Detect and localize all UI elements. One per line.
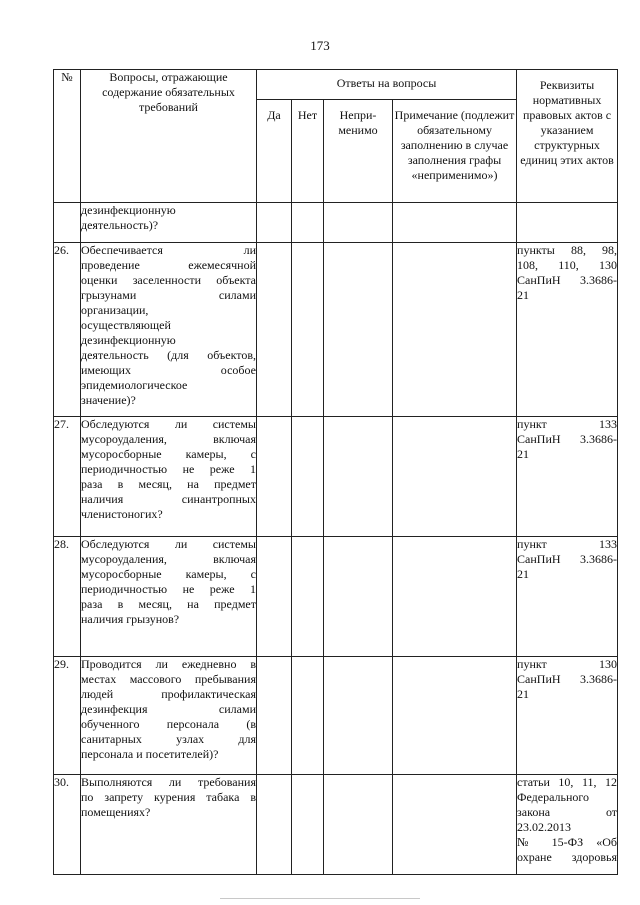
requisite-line: 21 xyxy=(517,447,530,461)
requisite-line: пункт 130 xyxy=(517,657,618,671)
table-row xyxy=(54,417,618,537)
question-line: Обследуются ли системы xyxy=(81,417,256,431)
requisite-line: Федерального xyxy=(517,790,590,804)
question-line: мусоросборные камеры, с xyxy=(81,567,256,581)
question-line: значение)? xyxy=(81,393,136,407)
question-line: проведение ежемесячной xyxy=(81,258,256,272)
page-number: 173 xyxy=(310,38,330,53)
requisite-line: закона от xyxy=(517,805,618,819)
question-line: Проводится ли ежедневно в xyxy=(81,657,256,671)
answer-na-cell xyxy=(324,417,393,537)
answer-no-cell xyxy=(292,537,324,657)
header-note: Примечание (подлежит обязательному заполнению в случае заполнения графы «неприменимо») xyxy=(393,100,517,203)
question-line: деятельность (для объектов, xyxy=(81,348,256,362)
answer-yes-cell xyxy=(257,775,292,875)
requisite-line: пункты 88, 98, xyxy=(517,243,618,257)
requisite-line: СанПиН 3.3686- xyxy=(517,273,618,287)
answer-na-cell xyxy=(324,537,393,657)
requisite-line: 23.02.2013 xyxy=(517,820,572,834)
table-row xyxy=(54,243,618,417)
question-line: периодичностью не реже 1 xyxy=(81,462,256,476)
requisite-line: 21 xyxy=(517,567,530,581)
table-row xyxy=(54,657,618,775)
question-line: дезинфекционную xyxy=(81,203,176,217)
row-requisites xyxy=(517,417,618,537)
question-line: Выполняются ли требования xyxy=(81,775,256,789)
question-line: раза в месяц, на предмет xyxy=(81,597,256,611)
requisite-line: СанПиН 3.3686- xyxy=(517,672,618,686)
checklist-table xyxy=(53,69,618,875)
question-line: дезинфекция силами xyxy=(81,702,256,716)
question-line: оценки заселенности объекта xyxy=(81,273,256,287)
answer-no-cell xyxy=(292,243,324,417)
requisite-line: 108, 110, 130 xyxy=(517,258,618,272)
row-question xyxy=(81,657,257,775)
question-line: санитарных узлах для xyxy=(81,732,256,746)
question-line: Обследуются ли системы xyxy=(81,537,256,551)
question-line: организации, xyxy=(81,303,149,317)
question-line: дезинфекционную xyxy=(81,333,176,347)
table-row xyxy=(54,775,618,875)
row-question xyxy=(81,417,257,537)
question-line: наличия грызунов? xyxy=(81,612,180,626)
question-line: осуществляющей xyxy=(81,318,171,332)
question-line: обученного персонала (в xyxy=(81,717,256,731)
row-question xyxy=(81,243,257,417)
question-line: раза в месяц, на предмет xyxy=(81,477,256,491)
row-question xyxy=(81,537,257,657)
row-requisites xyxy=(517,775,618,875)
answer-note-cell xyxy=(393,775,517,875)
answer-na-cell xyxy=(324,243,393,417)
question-line: наличия синантропных xyxy=(81,492,256,506)
requisite-line: 21 xyxy=(517,288,530,302)
requisite-line: СанПиН 3.3686- xyxy=(517,432,618,446)
header-yes: Да xyxy=(257,100,292,203)
answer-note-cell xyxy=(393,203,517,243)
requisite-line: пункт 133 xyxy=(517,537,618,551)
row-question xyxy=(81,203,257,243)
row-number: 30. xyxy=(54,775,81,875)
question-line: мусороудаления, включая xyxy=(81,552,256,566)
question-line: грызунами силами xyxy=(81,288,256,302)
question-line: персонала и посетителей)? xyxy=(81,747,219,761)
row-number: 26. xyxy=(54,243,81,417)
answer-no-cell xyxy=(292,417,324,537)
answer-yes-cell xyxy=(257,417,292,537)
question-line: эпидемиологическое xyxy=(81,378,188,392)
row-number: 27. xyxy=(54,417,81,537)
header-requisites: Реквизиты нормативных правовых актов с указанием структурных единиц этих актов xyxy=(517,70,618,203)
header-not-applicable: Непри- менимо xyxy=(324,100,393,203)
answer-no-cell xyxy=(292,203,324,243)
header-no: Нет xyxy=(292,100,324,203)
question-line: членистоногих? xyxy=(81,507,163,521)
answer-no-cell xyxy=(292,775,324,875)
row-requisites xyxy=(517,657,618,775)
answer-note-cell xyxy=(393,657,517,775)
answer-yes-cell xyxy=(257,537,292,657)
requisite-line: СанПиН 3.3686- xyxy=(517,552,618,566)
answer-yes-cell xyxy=(257,243,292,417)
question-line: имеющих особое xyxy=(81,363,256,377)
requisite-line: № 15-ФЗ «Об xyxy=(517,835,618,849)
answer-na-cell xyxy=(324,657,393,775)
header-questions: Вопросы, отражающие содержание обязательных требований xyxy=(81,70,257,203)
answer-note-cell xyxy=(393,417,517,537)
page-bottom-rule xyxy=(220,898,420,899)
header-answers: Ответы на вопросы xyxy=(257,70,517,100)
row-requisites xyxy=(517,537,618,657)
answer-note-cell xyxy=(393,243,517,417)
question-line: периодичностью не реже 1 xyxy=(81,582,256,596)
row-number: 29. xyxy=(54,657,81,775)
requisite-line: статьи 10, 11, 12 xyxy=(517,775,618,789)
answer-na-cell xyxy=(324,775,393,875)
answer-yes-cell xyxy=(257,203,292,243)
question-line: местах массового пребывания xyxy=(81,672,256,686)
answer-yes-cell xyxy=(257,657,292,775)
requisite-line: охране здоровья xyxy=(517,850,618,864)
row-number xyxy=(54,203,81,243)
row-requisites xyxy=(517,243,618,417)
question-line: людей профилактическая xyxy=(81,687,256,701)
table-row xyxy=(54,537,618,657)
requisite-line: пункт 133 xyxy=(517,417,618,431)
row-requisites xyxy=(517,203,618,243)
row-number: 28. xyxy=(54,537,81,657)
question-line: Обеспечивается ли xyxy=(81,243,256,257)
question-line: мусороудаления, включая xyxy=(81,432,256,446)
answer-note-cell xyxy=(393,537,517,657)
question-line: деятельность)? xyxy=(81,218,159,232)
header-number: № xyxy=(54,70,81,203)
question-line: по запрету курения табака в xyxy=(81,790,256,804)
question-line: мусоросборные камеры, с xyxy=(81,447,256,461)
answer-no-cell xyxy=(292,657,324,775)
question-line: помещениях? xyxy=(81,805,151,819)
row-question xyxy=(81,775,257,875)
answer-na-cell xyxy=(324,203,393,243)
requisite-line: 21 xyxy=(517,687,530,701)
table-row xyxy=(54,203,618,243)
